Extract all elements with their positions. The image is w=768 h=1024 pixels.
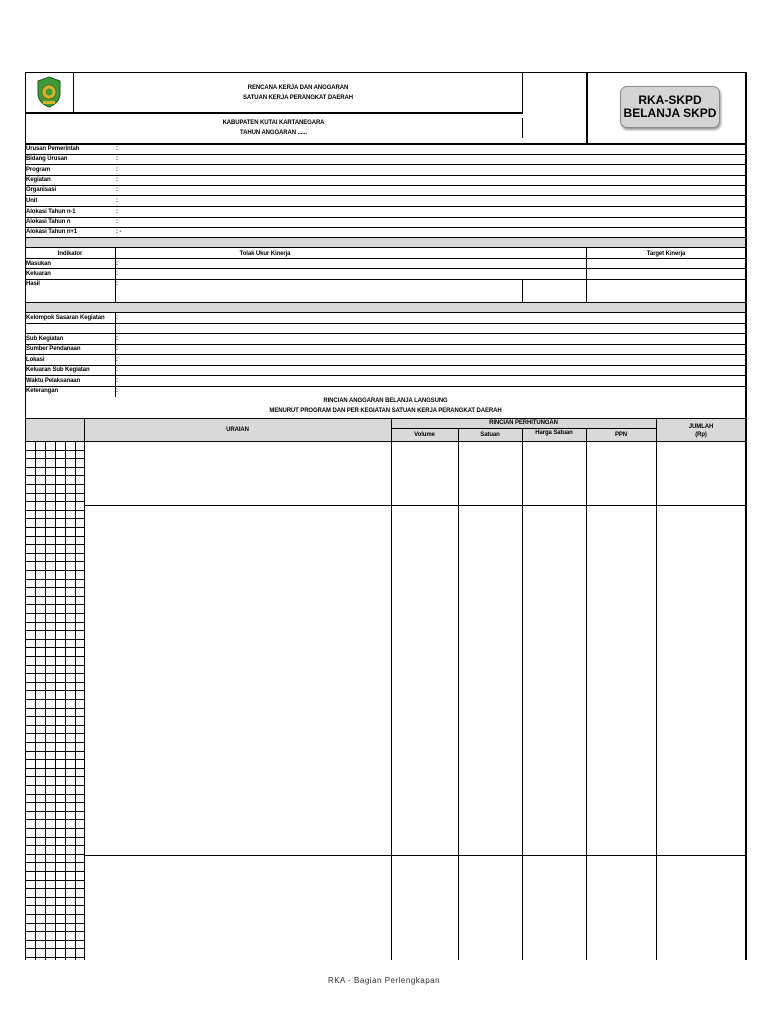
indicator-row-label: Masukan [26, 261, 51, 267]
info-value: : - [116, 229, 122, 235]
group-label: Waktu Pelaksanaan [26, 378, 81, 384]
col-uraian: URAIAN [226, 427, 249, 433]
info-label: Urusan Pemerintah [26, 146, 80, 152]
row-colon: : [116, 261, 118, 267]
info-label: Alokasi Tahun n+1 [26, 229, 78, 235]
info-label: Program [26, 167, 50, 173]
info-label: Bidang Urusan [26, 156, 68, 162]
col-indicator: Indikator [57, 251, 83, 257]
group-label: Keterangan [26, 388, 59, 394]
logo [36, 76, 62, 108]
group-label: Keluaran Sub Kegiatan [26, 367, 90, 373]
rincian-title-line1: RINCIAN ANGGARAN BELANJA LANGSUNG [323, 398, 448, 404]
group-label: Sub Kegiatan [26, 336, 64, 342]
separator-band [26, 303, 745, 312]
page-footer: RKA - Bagian Perlengkapan [327, 976, 441, 985]
row-colon: : [116, 388, 118, 394]
row-colon: : [116, 315, 118, 321]
title-line2: SATUAN KERJA PERANGKAT DAERAH [243, 95, 353, 101]
info-value: : [116, 167, 118, 173]
group-label: Lokasi [26, 357, 45, 363]
row-colon: : [116, 357, 118, 363]
info-label: Organisasi [26, 187, 57, 193]
info-value: : [116, 209, 118, 215]
row-colon: : [116, 271, 118, 277]
badge-line1: RKA-SKPD [638, 93, 702, 107]
info-value: : [116, 187, 118, 193]
rka-skpd-badge [620, 86, 720, 128]
separator-band [26, 238, 745, 247]
row-colon: : [116, 378, 118, 384]
info-value: : [116, 156, 118, 162]
info-label: Alokasi Tahun n-1 [26, 209, 76, 215]
row-colon: : [116, 336, 118, 342]
col-rincian-perhitungan: RINCIAN PERHITUNGAN [489, 420, 558, 426]
group-label: Kelompok Sasaran Kegiatan [26, 315, 105, 321]
row-colon: : [116, 281, 118, 287]
info-label: Alokasi Tahun n [26, 219, 71, 225]
rincian-title-line2: MENURUT PROGRAM DAN PER KEGIATAN SATUAN KERJA PERANGKAT DAERAH [269, 408, 502, 414]
row-colon: : [116, 346, 118, 352]
col-ppn: PPN [614, 432, 628, 438]
info-label: Kegiatan [26, 177, 51, 183]
group-label: Sumber Pendanaan [26, 346, 81, 352]
col-target: Target Kinerja [646, 251, 686, 257]
code-grid [25, 441, 85, 960]
row-colon: : [116, 367, 118, 373]
col-harga-satuan: Harga Satuan [535, 430, 573, 436]
region-name: KABUPATEN KUTAI KARTANEGARA [222, 120, 325, 126]
info-value: : [116, 198, 118, 204]
fiscal-year: TAHUN ANGGARAN ...... [240, 130, 307, 136]
indicator-row-label: Hasil [26, 281, 40, 287]
title-line1: RENCANA KERJA DAN ANGGARAN [247, 85, 349, 91]
info-value: : [116, 219, 118, 225]
col-volume: Volume [414, 432, 435, 438]
info-value: : [116, 177, 118, 183]
indicator-row-label: Keluaran [26, 271, 51, 277]
info-label: Unit [26, 198, 38, 204]
col-jumlah-unit: (Rp) [695, 432, 707, 438]
col-satuan: Satuan [480, 432, 500, 438]
info-value: : [116, 146, 118, 152]
col-tolak-ukur: Tolak Ukur Kinerja [239, 251, 291, 257]
badge-line2: BELANJA SKPD [623, 106, 717, 120]
col-jumlah: JUMLAH [688, 424, 714, 430]
